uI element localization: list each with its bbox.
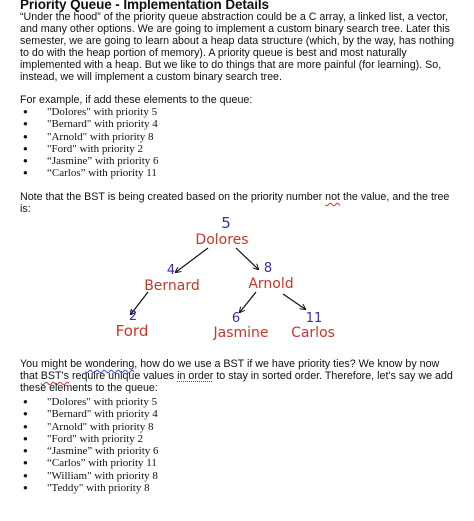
ties-text: require unique values (68, 369, 178, 382)
list-item: ● "Bernard" with priority 4 (20, 118, 159, 130)
element-list-2 (20, 396, 159, 494)
bst-diagram (0, 208, 474, 348)
node-carlos-name: Carlos (291, 325, 335, 341)
ties-text: You might be (20, 358, 85, 370)
list-item: ● “Jasmine” with priority 6 (20, 155, 159, 167)
node-jasmine-priority: 6 (231, 311, 241, 326)
ties-in-order: in order (177, 369, 214, 382)
edge-dolores-arnold (236, 248, 258, 269)
note-text: Note that the BST is being created based on the priority number (20, 191, 326, 203)
note-text: the value, and the tree is: (20, 191, 450, 215)
node-dolores-priority: 5 (221, 214, 231, 232)
node-bernard-name: Bernard (144, 278, 200, 294)
note-not: not (325, 191, 341, 203)
list-item: ● "Dolores" with priority 5 (20, 396, 159, 408)
node-jasmine-name: Jasmine (213, 325, 269, 341)
intro-paragraph: “Under the hood” of the priority queue abstraction could be a C array, a linked list, a vector, and many other options. We are going to implement a custom binary search tree. Later this semester, we are going to learn about a heap data structure (which, by the way, has nothing to do with the heap portion of memory). A priority queue is best and most naturally implemented with a heap. But we like to do things that are more painful (for learning). So, instead, we will implement a custom binary search tree. (20, 11, 455, 83)
list-item: ● "Arnold" with priority 8 (20, 131, 159, 143)
node-ford-priority: 2 (128, 309, 138, 324)
element-list-1 (20, 106, 159, 180)
node-ford-name: Ford (115, 322, 149, 340)
list-item: ● “Jasmine” with priority 6 (20, 445, 159, 457)
page-title: Priority Queue - Implementation Details (20, 0, 269, 12)
edge-dolores-bernard (176, 248, 208, 272)
edge-arnold-jasmine (240, 292, 256, 312)
node-arnold-name: Arnold (248, 276, 294, 292)
node-arnold-priority: 8 (263, 261, 273, 276)
ties-text: , how do we use a BST if we have priority ties? We know by now that (20, 358, 440, 382)
list-item: ● "Ford" with priority 2 (20, 143, 159, 155)
list-item: ● "Bernard" with priority 4 (20, 408, 159, 420)
ties-paragraph (20, 359, 460, 395)
ties-bsts: BST's (40, 369, 69, 382)
node-carlos-priority: 11 (305, 311, 323, 326)
ties-wondering: wondering (84, 358, 135, 370)
list-item: ● "William" with priority 8 (20, 470, 159, 482)
list-item: ● "Dolores" with priority 5 (20, 106, 159, 118)
node-bernard-priority: 4 (166, 263, 176, 278)
edge-arnold-carlos (283, 294, 305, 309)
list-item: ● “Carlos” with priority 11 (20, 167, 159, 179)
node-dolores-name: Dolores (195, 232, 249, 248)
ties-text: to stay in sorted order. Therefore, let's say we add these elements to the queue: (20, 369, 453, 394)
list-item: ● "Ford" with priority 2 (20, 433, 159, 445)
list-item: ● "Arnold" with priority 8 (20, 421, 159, 433)
list-item: ● "Teddy" with priority 8 (20, 482, 159, 494)
list-item: ● “Carlos” with priority 11 (20, 457, 159, 469)
example-intro: For example, if add these elements to the queue: (20, 94, 253, 106)
